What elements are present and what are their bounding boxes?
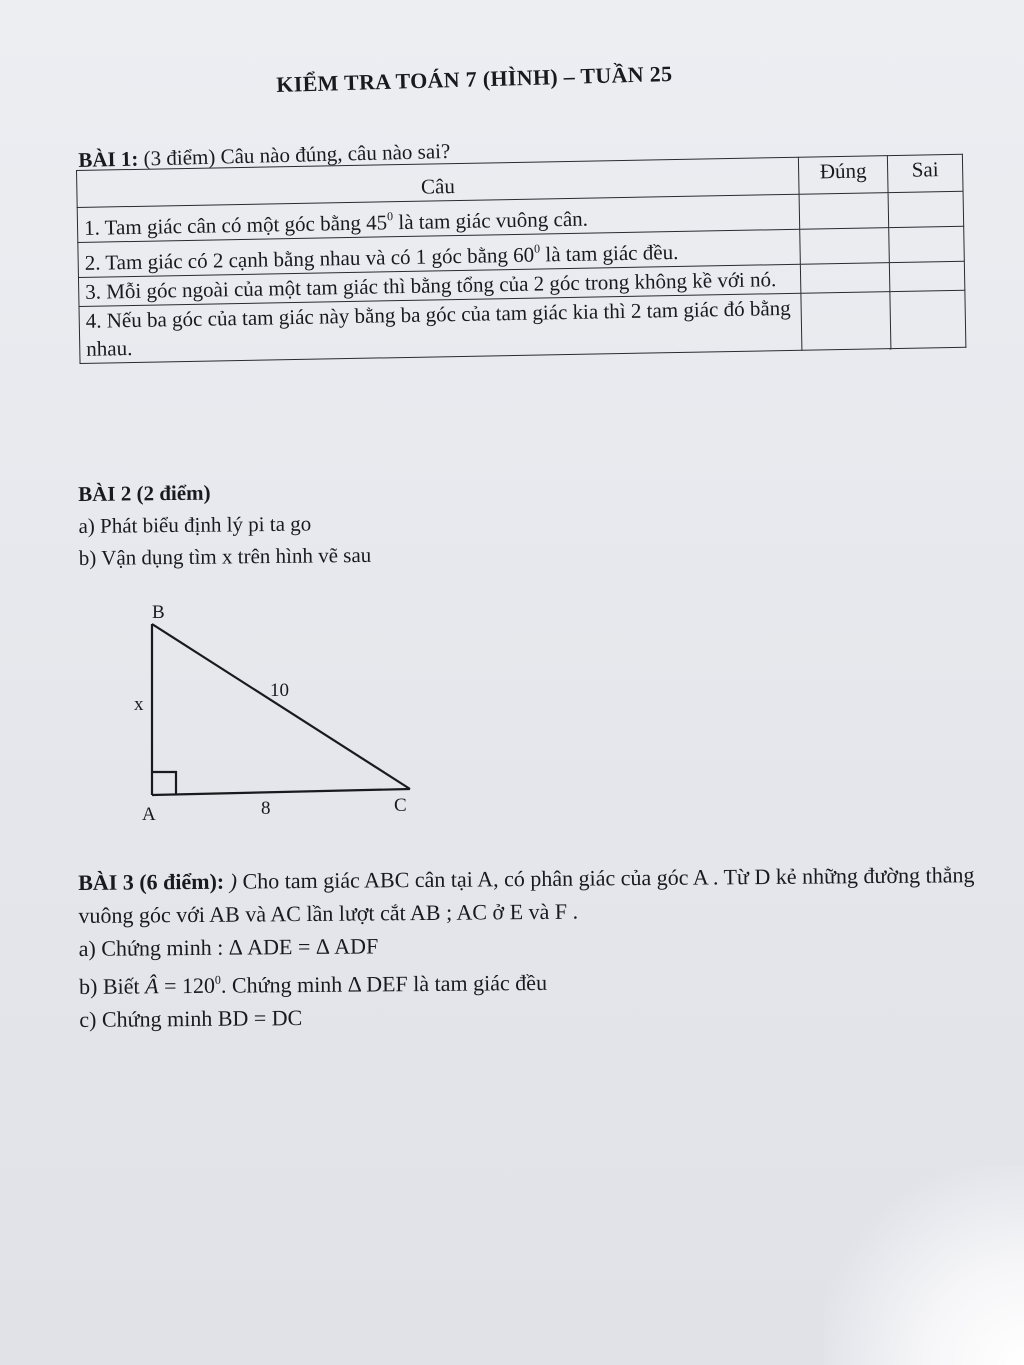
vertex-c-label: C xyxy=(394,795,407,816)
q1-sup: 0 xyxy=(386,209,394,224)
angle-a-symbol: Â xyxy=(144,973,159,999)
q2-sup: 0 xyxy=(533,241,541,256)
side-ac-label: 8 xyxy=(261,798,271,819)
answer-true-cell[interactable] xyxy=(801,292,891,351)
header-question: Câu xyxy=(77,157,800,207)
vertex-a-label: A xyxy=(142,804,156,825)
bai3-intro-text: Cho tam giác ABC cân tại A, có phân giác của góc A . Từ D kẻ những đường thẳng vuông góc với AB và AC lần lượt cắt AB ; AC ở E và F . xyxy=(78,862,975,928)
header-false: Sai xyxy=(887,154,963,192)
bai2-part-b: b) Vận dụng tìm x trên hình vẽ sau xyxy=(78,542,372,570)
bai3-b-mid: = 120 xyxy=(158,972,216,999)
bai3-heading: BÀI 3 (6 điểm): xyxy=(78,868,225,895)
side-ac-line xyxy=(152,789,410,795)
answer-true-cell[interactable] xyxy=(800,228,890,265)
right-triangle-figure xyxy=(130,598,430,838)
q4-text: 4. Nếu ba góc của tam giác này bằng ba góc của tam giác kia thì 2 tam giác đó bằng nhau. xyxy=(85,295,791,361)
answer-true-cell[interactable] xyxy=(799,193,889,230)
q2-text-end: là tam giác đều. xyxy=(539,239,679,267)
page-title: KIỂM TRA TOÁN 7 (HÌNH) – TUẦN 25 xyxy=(276,60,673,97)
answer-false-cell[interactable] xyxy=(889,226,965,262)
bai2-heading: BÀI 2 (2 điểm) xyxy=(78,480,211,506)
bai3-paren: ) xyxy=(224,868,238,894)
answer-false-cell[interactable] xyxy=(890,290,966,348)
bai3-b-sup: 0 xyxy=(214,972,221,987)
q2-text: 2. Tam giác có 2 cạnh bằng nhau và có 1 góc bằng 60 xyxy=(84,242,535,275)
true-false-table xyxy=(76,154,966,364)
answer-false-cell[interactable] xyxy=(889,261,964,291)
right-angle-marker xyxy=(152,772,176,794)
bai3-section xyxy=(78,858,979,1036)
header-true: Đúng xyxy=(798,156,888,195)
bai1-label: BÀI 1: xyxy=(78,146,139,172)
light-glare xyxy=(824,1165,1024,1365)
q1-text-end: là tam giác vuông cân. xyxy=(392,206,589,235)
bai3-part-a: a) Chứng minh : Δ ADE = Δ ADF xyxy=(78,933,379,961)
bai2-section xyxy=(78,475,371,574)
bai2-part-a: a) Phát biểu định lý pi ta go xyxy=(78,511,312,538)
bai3-intro xyxy=(78,858,979,932)
bai1-instruction: (3 điểm) Câu nào đúng, câu nào sai? xyxy=(138,138,451,171)
bai3-b-pre: b) Biết xyxy=(78,973,146,999)
side-ab-label: x xyxy=(134,694,144,715)
bai3-b-post: . Chứng minh Δ DEF là tam giác đều xyxy=(220,969,548,998)
answer-true-cell[interactable] xyxy=(800,263,889,294)
side-bc-line xyxy=(152,624,410,789)
answer-false-cell[interactable] xyxy=(888,191,964,227)
q1-text: 1. Tam giác cân có một góc bằng 45 xyxy=(83,210,388,240)
q3-text: 3. Mỗi góc ngoài của một tam giác thì bằng tổng của 2 góc trong không kề với nó. xyxy=(85,267,777,304)
vertex-b-label: B xyxy=(152,602,165,623)
bai3-part-c: c) Chứng minh BD = DC xyxy=(79,1005,303,1032)
side-bc-label: 10 xyxy=(270,680,289,701)
